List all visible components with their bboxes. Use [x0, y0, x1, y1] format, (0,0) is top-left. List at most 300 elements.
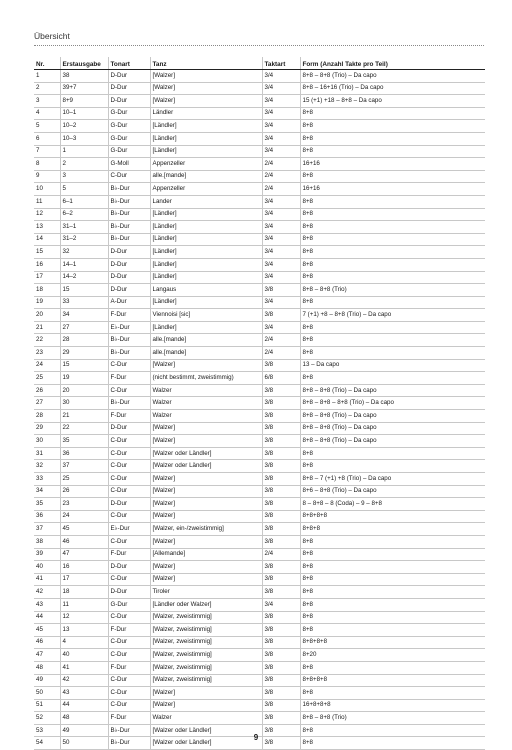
cell-form: 8+8 [300, 561, 485, 574]
cell-tonart: C-Dur [108, 636, 150, 649]
cell-tanz: [Walzer oder Ländler] [150, 460, 262, 473]
table-header-row [34, 57, 485, 70]
cell-erstausgabe: 36 [60, 447, 108, 460]
cell-tonart: C-Dur [108, 687, 150, 700]
cell-erstausgabe: 21 [60, 410, 108, 423]
cell-tonart: D-Dur [108, 246, 150, 259]
cell-nr: 35 [34, 498, 60, 511]
table-row [34, 70, 485, 83]
cell-taktart: 3/4 [262, 258, 300, 271]
cell-erstausgabe: 2 [60, 158, 108, 171]
cell-form: 15 (+1) +18 – 8+8 – Da capo [300, 95, 485, 108]
cell-taktart: 3/8 [262, 712, 300, 725]
cell-erstausgabe: 38 [60, 70, 108, 83]
cell-tonart: A-Dur [108, 296, 150, 309]
cell-tanz: [Walzer] [150, 485, 262, 498]
cell-erstausgabe: 31–2 [60, 233, 108, 246]
cell-form: 8+8 – 8+8 (Trio) [300, 284, 485, 297]
cell-taktart: 3/8 [262, 410, 300, 423]
cell-nr: 26 [34, 384, 60, 397]
table-row [34, 208, 485, 221]
cell-tonart: C-Dur [108, 699, 150, 712]
cell-taktart: 3/4 [262, 221, 300, 234]
cell-tanz: [Ländler] [150, 321, 262, 334]
cell-erstausgabe: 27 [60, 321, 108, 334]
cell-tanz: Walzer [150, 384, 262, 397]
table-row [34, 246, 485, 259]
cell-taktart: 3/8 [262, 611, 300, 624]
cell-form: 8+8 [300, 737, 485, 750]
cell-erstausgabe: 18 [60, 586, 108, 599]
cell-form: 8 – 8+8 – 8 (Coda) – 9 – 8+8 [300, 498, 485, 511]
cell-nr: 11 [34, 195, 60, 208]
cell-nr: 8 [34, 158, 60, 171]
cell-form: 8+8 – 8+8 (Trio) [300, 712, 485, 725]
cell-form: 8+8 – 16+16 (Trio) – Da capo [300, 82, 485, 95]
column-header-taktart: Taktart [262, 57, 300, 70]
cell-tanz: [Ländler] [150, 233, 262, 246]
table-row [34, 347, 485, 360]
cell-form: 13 – Da capo [300, 359, 485, 372]
cell-tonart: G-Dur [108, 598, 150, 611]
cell-tanz: [Walzer] [150, 573, 262, 586]
cell-erstausgabe: 33 [60, 296, 108, 309]
cell-nr: 47 [34, 649, 60, 662]
cell-nr: 21 [34, 321, 60, 334]
cell-tanz: [Walzer] [150, 535, 262, 548]
cell-form: 8+8 [300, 624, 485, 637]
table-row [34, 233, 485, 246]
cell-taktart: 3/4 [262, 120, 300, 133]
cell-taktart: 3/4 [262, 246, 300, 259]
cell-tanz: [Walzer] [150, 422, 262, 435]
cell-tanz: [Ländler] [150, 120, 262, 133]
cell-taktart: 2/4 [262, 170, 300, 183]
cell-form: 8+8 [300, 724, 485, 737]
cell-tonart: B♭-Dur [108, 724, 150, 737]
cell-erstausgabe: 16 [60, 561, 108, 574]
table-row [34, 258, 485, 271]
cell-taktart: 3/8 [262, 359, 300, 372]
cell-taktart: 3/8 [262, 687, 300, 700]
cell-erstausgabe: 15 [60, 359, 108, 372]
cell-tonart: C-Dur [108, 359, 150, 372]
table-row [34, 296, 485, 309]
cell-tonart: D-Dur [108, 284, 150, 297]
cell-tonart: F-Dur [108, 712, 150, 725]
cell-nr: 29 [34, 422, 60, 435]
cell-taktart: 3/4 [262, 95, 300, 108]
cell-erstausgabe: 46 [60, 535, 108, 548]
cell-nr: 40 [34, 561, 60, 574]
cell-erstausgabe: 15 [60, 284, 108, 297]
cell-form: 8+8 [300, 598, 485, 611]
cell-form: 8+8 [300, 195, 485, 208]
cell-tonart: B♭-Dur [108, 347, 150, 360]
cell-form: 8+8+8+8 [300, 674, 485, 687]
table-row [34, 510, 485, 523]
cell-erstausgabe: 50 [60, 737, 108, 750]
cell-tonart: G-Dur [108, 145, 150, 158]
cell-erstausgabe: 43 [60, 687, 108, 700]
cell-tonart: C-Dur [108, 170, 150, 183]
cell-taktart: 2/4 [262, 334, 300, 347]
cell-tanz: [Walzer, zweistimmig] [150, 636, 262, 649]
cell-form: 8+8 [300, 661, 485, 674]
cell-erstausgabe: 23 [60, 498, 108, 511]
cell-nr: 28 [34, 410, 60, 423]
table-row [34, 561, 485, 574]
cell-tonart: C-Dur [108, 485, 150, 498]
cell-erstausgabe: 30 [60, 397, 108, 410]
table-row [34, 397, 485, 410]
overview-table [34, 57, 485, 750]
cell-tanz: Appenzeller [150, 183, 262, 196]
cell-form: 8+8 [300, 246, 485, 259]
cell-tanz: Tiroler [150, 586, 262, 599]
cell-form: 8+8 [300, 132, 485, 145]
cell-tonart: D-Dur [108, 586, 150, 599]
cell-taktart: 2/4 [262, 347, 300, 360]
cell-erstausgabe: 48 [60, 712, 108, 725]
cell-tonart: C-Dur [108, 435, 150, 448]
cell-nr: 14 [34, 233, 60, 246]
cell-erstausgabe: 8+9 [60, 95, 108, 108]
cell-form: 16+8+8+8 [300, 699, 485, 712]
cell-nr: 53 [34, 724, 60, 737]
table-row [34, 447, 485, 460]
cell-taktart: 3/8 [262, 561, 300, 574]
cell-tanz: [Walzer] [150, 70, 262, 83]
cell-tanz: [Ländler] [150, 246, 262, 259]
cell-taktart: 3/8 [262, 498, 300, 511]
cell-erstausgabe: 39+7 [60, 82, 108, 95]
cell-form: 8+20 [300, 649, 485, 662]
table-row [34, 271, 485, 284]
cell-tonart: F-Dur [108, 661, 150, 674]
table-body [34, 70, 485, 750]
cell-nr: 6 [34, 132, 60, 145]
cell-tanz: [Ländler] [150, 258, 262, 271]
cell-tanz: [Ländler] [150, 145, 262, 158]
cell-tonart: D-Dur [108, 70, 150, 83]
cell-erstausgabe: 32 [60, 246, 108, 259]
table-row [34, 359, 485, 372]
cell-form: 8+8 – 8+8 – 8+8 (Trio) – Da capo [300, 397, 485, 410]
cell-tanz: [Ländler] [150, 208, 262, 221]
cell-nr: 30 [34, 435, 60, 448]
cell-erstausgabe: 28 [60, 334, 108, 347]
cell-erstausgabe: 12 [60, 611, 108, 624]
cell-tanz: [Ländler] [150, 296, 262, 309]
cell-nr: 20 [34, 309, 60, 322]
cell-taktart: 3/4 [262, 321, 300, 334]
cell-erstausgabe: 29 [60, 347, 108, 360]
cell-erstausgabe: 6–1 [60, 195, 108, 208]
cell-tonart: G-Dur [108, 120, 150, 133]
cell-erstausgabe: 10–2 [60, 120, 108, 133]
cell-tanz: alle.[mande] [150, 170, 262, 183]
cell-nr: 50 [34, 687, 60, 700]
cell-nr: 27 [34, 397, 60, 410]
cell-tonart: D-Dur [108, 271, 150, 284]
cell-tonart: B♭-Dur [108, 334, 150, 347]
cell-form: 8+8 [300, 535, 485, 548]
cell-erstausgabe: 6–2 [60, 208, 108, 221]
cell-taktart: 3/8 [262, 624, 300, 637]
cell-nr: 10 [34, 183, 60, 196]
cell-nr: 13 [34, 221, 60, 234]
table-row [34, 460, 485, 473]
cell-tonart: C-Dur [108, 674, 150, 687]
cell-tanz: Appenzeller [150, 158, 262, 171]
cell-tanz: [Allemande] [150, 548, 262, 561]
cell-tanz: [Walzer] [150, 687, 262, 700]
table-row [34, 120, 485, 133]
cell-erstausgabe: 14–1 [60, 258, 108, 271]
cell-nr: 3 [34, 95, 60, 108]
cell-taktart: 2/4 [262, 183, 300, 196]
cell-taktart: 3/4 [262, 70, 300, 83]
cell-tanz: [Walzer] [150, 561, 262, 574]
cell-tanz: [Walzer] [150, 498, 262, 511]
cell-tanz: [Walzer] [150, 359, 262, 372]
cell-tanz: [Walzer] [150, 473, 262, 486]
cell-form: 8+8 [300, 145, 485, 158]
cell-erstausgabe: 19 [60, 372, 108, 385]
cell-taktart: 3/8 [262, 649, 300, 662]
table-row [34, 410, 485, 423]
cell-tanz: Walzer [150, 712, 262, 725]
cell-taktart: 3/8 [262, 661, 300, 674]
cell-erstausgabe: 13 [60, 624, 108, 637]
cell-taktart: 3/8 [262, 485, 300, 498]
table-row [34, 586, 485, 599]
cell-nr: 42 [34, 586, 60, 599]
cell-taktart: 3/8 [262, 309, 300, 322]
table-row [34, 573, 485, 586]
table-row [34, 422, 485, 435]
cell-tanz: [Walzer] [150, 95, 262, 108]
cell-taktart: 3/8 [262, 435, 300, 448]
cell-nr: 25 [34, 372, 60, 385]
cell-form: 8+8 [300, 548, 485, 561]
table-row [34, 611, 485, 624]
table-row [34, 195, 485, 208]
cell-tonart: B♭-Dur [108, 195, 150, 208]
table-row [34, 624, 485, 637]
cell-tonart: B♭-Dur [108, 221, 150, 234]
table-row [34, 372, 485, 385]
cell-tanz: [Walzer, zweistimmig] [150, 624, 262, 637]
cell-tanz: [Ländler] [150, 132, 262, 145]
cell-taktart: 3/8 [262, 737, 300, 750]
cell-taktart: 3/8 [262, 573, 300, 586]
cell-tanz: [Ländler] [150, 221, 262, 234]
cell-erstausgabe: 11 [60, 598, 108, 611]
cell-form: 8+8 – 8+8 (Trio) – Da capo [300, 410, 485, 423]
cell-taktart: 3/4 [262, 195, 300, 208]
cell-nr: 2 [34, 82, 60, 95]
table-row [34, 548, 485, 561]
cell-taktart: 6/8 [262, 372, 300, 385]
table-row [34, 284, 485, 297]
table-row [34, 485, 485, 498]
cell-taktart: 3/8 [262, 586, 300, 599]
cell-erstausgabe: 1 [60, 145, 108, 158]
cell-taktart: 3/8 [262, 473, 300, 486]
table-row [34, 334, 485, 347]
column-header-form: Form (Anzahl Takte pro Teil) [300, 57, 485, 70]
table-row [34, 712, 485, 725]
column-header-tonart: Tonart [108, 57, 150, 70]
cell-tonart: B♭-Dur [108, 208, 150, 221]
cell-taktart: 3/4 [262, 296, 300, 309]
table-row [34, 687, 485, 700]
cell-tanz: [Walzer oder Ländler] [150, 737, 262, 750]
cell-tonart: C-Dur [108, 473, 150, 486]
cell-nr: 54 [34, 737, 60, 750]
cell-nr: 48 [34, 661, 60, 674]
cell-tonart: C-Dur [108, 510, 150, 523]
cell-tonart: C-Dur [108, 447, 150, 460]
column-header-erstausgabe: Erstausgabe [60, 57, 108, 70]
cell-erstausgabe: 47 [60, 548, 108, 561]
cell-tanz: [Walzer oder Ländler] [150, 447, 262, 460]
table-row [34, 82, 485, 95]
cell-taktart: 3/8 [262, 636, 300, 649]
page-number: 9 [253, 733, 259, 742]
table-row [34, 384, 485, 397]
cell-tanz: [Walzer] [150, 435, 262, 448]
cell-form: 8+8 – 8+8 (Trio) – Da capo [300, 435, 485, 448]
cell-tonart: F-Dur [108, 372, 150, 385]
cell-erstausgabe: 37 [60, 460, 108, 473]
table-row [34, 435, 485, 448]
cell-taktart: 3/4 [262, 271, 300, 284]
cell-tonart: G-Dur [108, 132, 150, 145]
cell-erstausgabe: 34 [60, 309, 108, 322]
cell-tonart: D-Dur [108, 561, 150, 574]
cell-form: 16+16 [300, 158, 485, 171]
cell-form: 8+8 [300, 258, 485, 271]
cell-nr: 24 [34, 359, 60, 372]
cell-erstausgabe: 41 [60, 661, 108, 674]
cell-taktart: 3/4 [262, 145, 300, 158]
cell-tonart: B♭-Dur [108, 233, 150, 246]
cell-form: 8+8 [300, 334, 485, 347]
cell-erstausgabe: 4 [60, 636, 108, 649]
cell-erstausgabe: 17 [60, 573, 108, 586]
cell-form: 8+8 – 8+8 (Trio) – Da capo [300, 70, 485, 83]
cell-tonart: D-Dur [108, 258, 150, 271]
cell-erstausgabe: 26 [60, 485, 108, 498]
cell-nr: 39 [34, 548, 60, 561]
table-row [34, 523, 485, 536]
cell-form: 8+8+8+8 [300, 636, 485, 649]
cell-tanz: Ländler [150, 107, 262, 120]
column-header-tanz: Tanz [150, 57, 262, 70]
cell-tonart: D-Dur [108, 82, 150, 95]
cell-tanz: Viennoisi [sic] [150, 309, 262, 322]
cell-form: 8+8 [300, 586, 485, 599]
cell-form: 8+8 – 8+8 (Trio) – Da capo [300, 384, 485, 397]
cell-form: 8+8 [300, 233, 485, 246]
cell-tanz: Lander [150, 195, 262, 208]
table-row [34, 95, 485, 108]
cell-tonart: C-Dur [108, 573, 150, 586]
cell-erstausgabe: 42 [60, 674, 108, 687]
cell-taktart: 3/8 [262, 674, 300, 687]
cell-taktart: 3/4 [262, 233, 300, 246]
table-row [34, 132, 485, 145]
cell-taktart: 3/8 [262, 523, 300, 536]
cell-form: 7 (+1) +8 – 8+8 (Trio) – Da capo [300, 309, 485, 322]
cell-taktart: 3/4 [262, 132, 300, 145]
cell-form: 8+8 [300, 447, 485, 460]
cell-tonart: G-Dur [108, 107, 150, 120]
cell-tonart: D-Dur [108, 95, 150, 108]
cell-tanz: (nicht bestimmt, zweistimmig) [150, 372, 262, 385]
cell-taktart: 3/8 [262, 460, 300, 473]
table-row [34, 321, 485, 334]
cell-tonart: C-Dur [108, 611, 150, 624]
cell-tonart: D-Dur [108, 498, 150, 511]
cell-taktart: 3/4 [262, 598, 300, 611]
cell-nr: 34 [34, 485, 60, 498]
cell-nr: 43 [34, 598, 60, 611]
cell-taktart: 3/8 [262, 447, 300, 460]
cell-erstausgabe: 49 [60, 724, 108, 737]
cell-tonart: B♭-Dur [108, 737, 150, 750]
cell-tonart: F-Dur [108, 410, 150, 423]
cell-form: 8+8 [300, 611, 485, 624]
cell-tonart: G-Moll [108, 158, 150, 171]
cell-tanz: [Walzer oder Ländler] [150, 724, 262, 737]
cell-form: 8+6 – 8+8 (Trio) – Da capo [300, 485, 485, 498]
table-row [34, 535, 485, 548]
table-row [34, 674, 485, 687]
cell-tanz: alle.[mande] [150, 334, 262, 347]
cell-nr: 37 [34, 523, 60, 536]
cell-erstausgabe: 10–1 [60, 107, 108, 120]
cell-taktart: 3/4 [262, 107, 300, 120]
table-row [34, 598, 485, 611]
cell-erstausgabe: 35 [60, 435, 108, 448]
cell-tanz: [Ländler oder Walzer] [150, 598, 262, 611]
table-row [34, 107, 485, 120]
cell-form: 8+8 [300, 271, 485, 284]
cell-tanz: [Walzer] [150, 699, 262, 712]
cell-nr: 51 [34, 699, 60, 712]
cell-form: 8+8 [300, 107, 485, 120]
table-row [34, 145, 485, 158]
page-title: Übersicht [34, 31, 484, 46]
table-row [34, 473, 485, 486]
cell-nr: 5 [34, 120, 60, 133]
cell-tonart: E♭-Dur [108, 523, 150, 536]
cell-taktart: 3/8 [262, 397, 300, 410]
cell-tonart: D-Dur [108, 422, 150, 435]
cell-nr: 12 [34, 208, 60, 221]
cell-nr: 9 [34, 170, 60, 183]
cell-form: 8+8 [300, 296, 485, 309]
cell-form: 8+8 [300, 221, 485, 234]
cell-nr: 17 [34, 271, 60, 284]
cell-nr: 46 [34, 636, 60, 649]
cell-nr: 38 [34, 535, 60, 548]
cell-nr: 19 [34, 296, 60, 309]
